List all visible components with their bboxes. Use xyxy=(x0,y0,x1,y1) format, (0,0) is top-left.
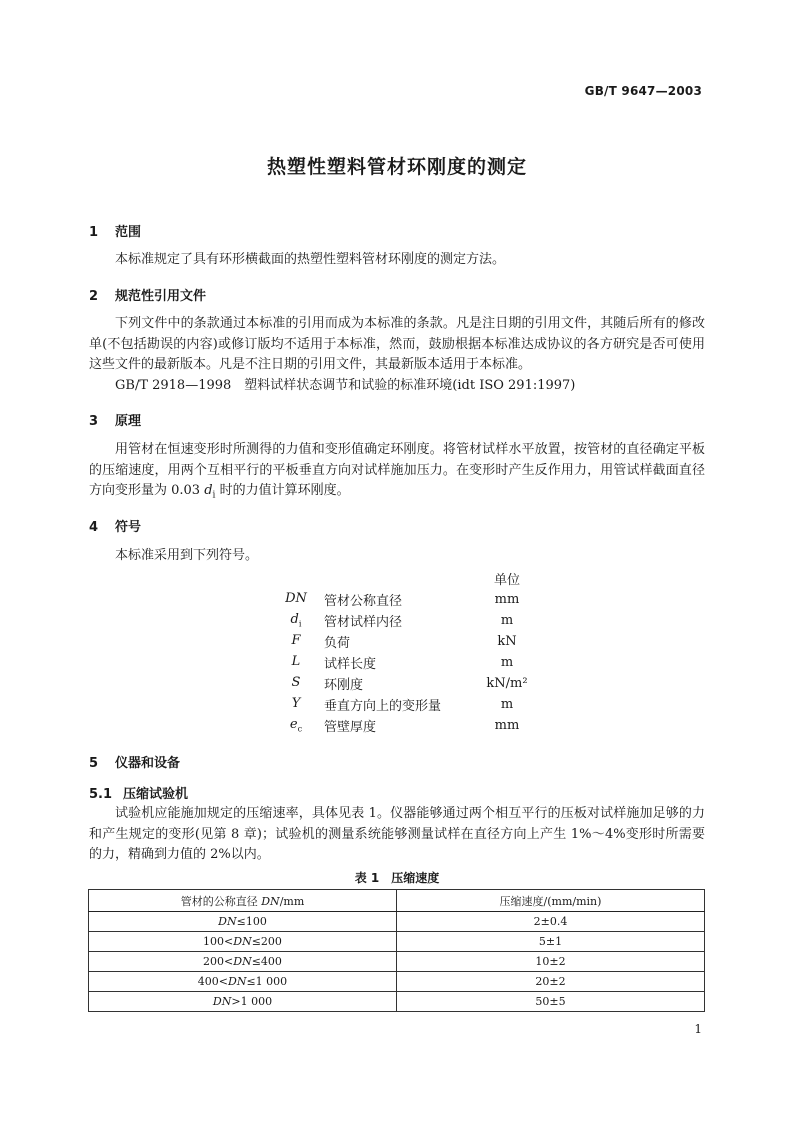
symbol-row xyxy=(268,694,542,715)
symbol-description: 试样长度 xyxy=(324,657,377,672)
section-title: 规范性引用文件 xyxy=(115,289,207,304)
symbol-unit: m xyxy=(500,613,514,628)
section-3-text-b: 时的力值计算环刚度。 xyxy=(215,483,350,498)
compression-speed: 2±0.4 xyxy=(397,912,705,932)
section-3-heading xyxy=(89,410,141,429)
compression-speed: 10±2 xyxy=(397,952,705,972)
symbol-description: 管壁厚度 xyxy=(324,720,377,735)
diameter-range xyxy=(89,932,397,952)
symbol-letter: L xyxy=(291,654,301,670)
symbol-row xyxy=(268,589,542,610)
section-4-intro: 本标准采用到下列符号。 xyxy=(115,548,259,563)
symbol-letter: e xyxy=(289,717,298,733)
column-header-speed: 压缩速度/(mm/min) xyxy=(397,890,705,912)
header-symbol: DN xyxy=(261,894,280,908)
compression-speed: 5±1 xyxy=(397,932,705,952)
table-caption-number: 表 1 xyxy=(354,871,380,885)
section-5-heading xyxy=(89,752,180,771)
symbol-unit: kN xyxy=(497,634,517,649)
diameter-range xyxy=(89,912,397,932)
table-header-row xyxy=(89,890,705,912)
subsection-5-1-body: 试验机应能施加规定的压缩速率，具体见表 1。仪器能够通过两个相互平行的压板对试样施加足够的力和产生规定的变形(见第 8 章)；试验机的测量系统能够测量试样在直径方向上产生 1%～4%变形时所需要的力，精确到力值的 2%以内。 xyxy=(89,806,705,862)
diameter-range xyxy=(89,992,397,1012)
section-title: 仪器和设备 xyxy=(115,756,181,771)
symbols-header-row xyxy=(268,568,542,589)
table-row xyxy=(89,932,705,952)
symbol-row xyxy=(268,631,542,652)
range-upper: ≤100 xyxy=(236,915,267,928)
header-text: 管材的公称直径 xyxy=(180,894,262,908)
compression-speed: 20±2 xyxy=(397,972,705,992)
symbol-subscript: i xyxy=(298,619,302,629)
symbol xyxy=(268,652,324,673)
range-symbol: DN xyxy=(233,935,252,948)
symbol-d: d xyxy=(204,483,213,498)
symbol xyxy=(268,610,324,631)
symbol-unit: mm xyxy=(494,592,520,607)
range-lower: 400< xyxy=(197,975,229,988)
symbol-description: 管材公称直径 xyxy=(324,594,403,609)
unit-header: 单位 xyxy=(493,573,520,588)
symbol-letter: Y xyxy=(291,696,301,712)
section-2-heading xyxy=(89,285,206,304)
page-number: 1 xyxy=(694,1022,702,1036)
section-number: 2 xyxy=(89,289,99,304)
symbols-table xyxy=(268,568,542,736)
section-number: 4 xyxy=(89,520,99,535)
symbol-letter: S xyxy=(291,675,301,691)
symbol-row xyxy=(268,715,542,736)
symbol-unit: kN/m² xyxy=(486,676,528,691)
range-upper: ≤400 xyxy=(251,955,282,968)
section-2-body: 下列文件中的条款通过本标准的引用而成为本标准的条款。凡是注日期的引用文件，其随后所有的修改单(不包括勘误的内容)或修订版均不适用于本标准，然而，鼓励根据本标准达成协议的各方研究是否可使用这些文件的最新版本。凡是不注日期的引用文件，其最新版本适用于本标准。 xyxy=(89,316,705,372)
symbol-letter: DN xyxy=(285,591,307,607)
diameter-range xyxy=(89,972,397,992)
symbol xyxy=(268,673,324,694)
compression-speed-table xyxy=(88,889,705,1012)
table-row xyxy=(89,912,705,932)
section-3-text-a: 用管材在恒速变形时所测得的力值和变形值确定环刚度。将管材试样水平放置，按管材的直径确定平板的压缩速度，用两个互相平行的平板垂直方向对试样施加压力。在变形时产生反作用力，用管试样截面直径方向变形量为 0.03 xyxy=(89,442,705,498)
standard-number: GB/T 9647—2003 xyxy=(584,84,702,98)
normative-reference: GB/T 2918—1998 塑料试样状态调节和试验的标准环境(idt ISO 291:1997) xyxy=(115,378,576,393)
symbol-unit: m xyxy=(500,655,514,670)
section-number: 1 xyxy=(89,225,99,240)
section-title: 符号 xyxy=(115,520,142,535)
section-1-body: 本标准规定了具有环形横截面的热塑性塑料管材环刚度的测定方法。 xyxy=(115,252,506,267)
section-number: 3 xyxy=(89,414,99,429)
symbol-description: 负荷 xyxy=(324,636,351,651)
table-row xyxy=(89,992,705,1012)
symbol-subscript: c xyxy=(297,724,303,734)
symbol-description: 管材试样内径 xyxy=(324,615,403,630)
symbol-letter: d xyxy=(290,612,299,628)
table-1-caption xyxy=(0,869,794,886)
symbol-row xyxy=(268,673,542,694)
section-3-body xyxy=(89,440,705,506)
column-header-diameter xyxy=(89,890,397,912)
subsection-5-1-heading xyxy=(89,783,188,802)
range-symbol: DN xyxy=(228,975,247,988)
range-upper: >1 000 xyxy=(231,995,273,1008)
symbol xyxy=(268,694,324,715)
diameter-range xyxy=(89,952,397,972)
symbol xyxy=(268,589,324,610)
symbol-unit: mm xyxy=(494,718,520,733)
symbol-description: 环刚度 xyxy=(324,678,364,693)
section-4-heading xyxy=(89,516,141,535)
subsection-number: 5.1 xyxy=(89,787,113,802)
header-unit: /mm xyxy=(279,894,305,908)
section-number: 5 xyxy=(89,756,99,771)
symbol xyxy=(268,715,324,736)
symbol xyxy=(268,631,324,652)
range-symbol: DN xyxy=(212,995,232,1008)
symbol-row xyxy=(268,652,542,673)
section-1-heading xyxy=(89,221,141,240)
table-caption-title: 压缩速度 xyxy=(391,871,440,885)
range-symbol: DN xyxy=(218,915,237,928)
symbol-unit: m xyxy=(500,697,514,712)
section-title: 范围 xyxy=(115,225,142,240)
range-upper: ≤1 000 xyxy=(246,975,288,988)
document-title: 热塑性塑料管材环刚度的测定 xyxy=(266,156,527,178)
section-title: 原理 xyxy=(115,414,142,429)
symbol-letter: F xyxy=(291,633,301,649)
symbol-row xyxy=(268,610,542,631)
symbol-description: 垂直方向上的变形量 xyxy=(324,699,442,714)
subsection-title: 压缩试验机 xyxy=(123,787,189,802)
table-row xyxy=(89,952,705,972)
range-symbol: DN xyxy=(233,955,252,968)
range-lower: 100< xyxy=(203,935,234,948)
range-upper: ≤200 xyxy=(251,935,282,948)
compression-speed: 50±5 xyxy=(397,992,705,1012)
table-row xyxy=(89,972,705,992)
symbol-subscript: i xyxy=(212,490,216,501)
range-lower: 200< xyxy=(203,955,234,968)
